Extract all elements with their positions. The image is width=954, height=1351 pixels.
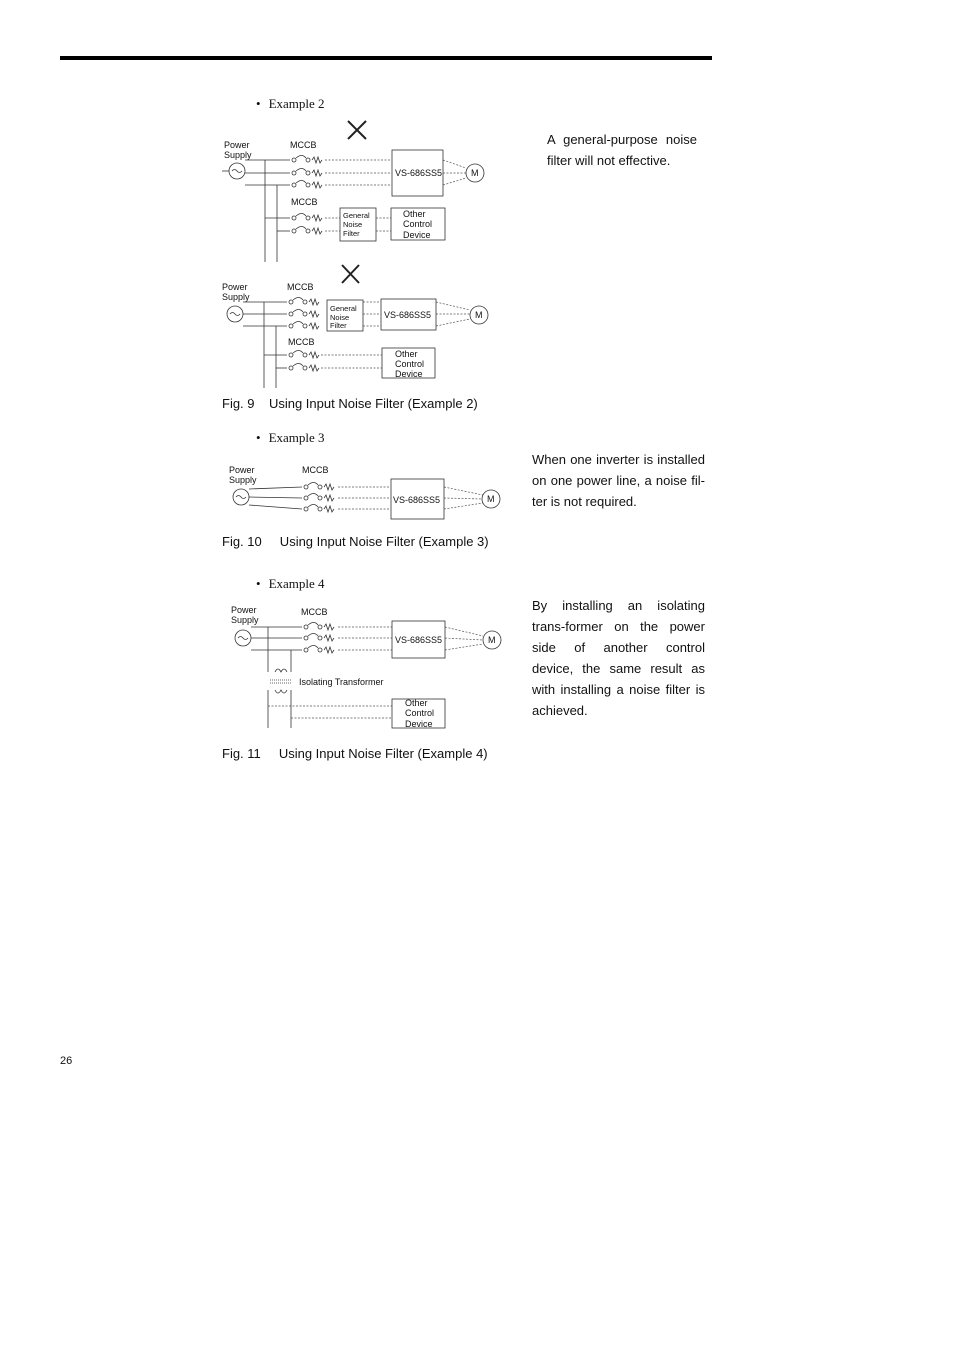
example2-note: A general-purpose noise filter will not effective. [547,132,697,168]
noise-filter-label: General [343,211,370,220]
figure-caption: Fig. 10 Using Input Noise Filter (Example 3) [222,534,489,549]
example4-bullet: • Example 4 [256,576,325,591]
power-supply-label: Supply [222,292,250,302]
other-device-label: Control [395,359,425,369]
inverter-label: VS-686SS5 [384,310,432,320]
power-supply-label: Power [231,605,257,615]
breaker-icon [304,623,334,654]
mccb-label: MCCB [301,607,328,617]
power-supply-label: Power [222,282,248,292]
power-supply-label: Power [229,465,255,475]
noise-filter-label: General [330,304,357,313]
figure-caption: Fig. 11 Using Input Noise Filter (Example 4) [222,746,488,761]
example3-note: When one inverter is installed on one power line, a noise fil-ter is not required. [532,452,705,509]
other-device-label: Control [403,219,433,229]
inverter-label: VS-686SS5 [395,635,443,645]
other-device-label: Control [405,708,435,718]
motor-label: M [471,168,479,178]
motor-label: M [488,635,496,645]
mccb-label: MCCB [302,465,329,475]
other-device-label: Device [405,719,433,729]
mccb-label: MCCB [290,140,317,150]
mccb-label: MCCB [291,197,318,207]
noise-filter-label: Noise [343,220,363,229]
example2-bullet-label: Example 2 [268,96,325,111]
mccb-label: MCCB [287,282,314,292]
power-supply-label: Supply [231,615,259,625]
motor-label: M [475,310,483,320]
isolating-transformer-icon [270,669,292,693]
other-device-label: Other [405,698,428,708]
noise-filter-label: Noise [330,313,350,322]
other-device-label: Device [403,230,431,240]
power-supply-label: Supply [224,150,252,160]
power-supply-label: Supply [229,475,257,485]
example4-bullet-label: Example 4 [268,576,325,591]
inverter-label: VS-686SS5 [395,168,443,178]
other-device-label: Device [395,369,423,379]
power-supply-label: Power [224,140,250,150]
page-number: 26 [60,1055,73,1067]
mccb-label: MCCB [288,337,315,347]
noise-filter-label: Filter [343,229,360,238]
noise-filter-label: Filter [330,321,347,330]
transformer-label: Isolating Transformer [299,677,384,687]
example2-bullet: • Example 2 [256,96,325,111]
example3-bullet-label: Example 3 [268,430,325,445]
example3-bullet: • Example 3 [256,430,325,445]
other-device-label: Other [403,209,426,219]
figure-caption: Fig. 9 Using Input Noise Filter (Example 2) [222,396,478,411]
inverter-label: VS-686SS5 [393,495,441,505]
motor-label: M [487,494,495,504]
example4-note: By installing an isolating trans-former on the power side of another control device, the same result as with installing a noise filter is achieved. [532,598,705,718]
other-device-label: Other [395,349,418,359]
